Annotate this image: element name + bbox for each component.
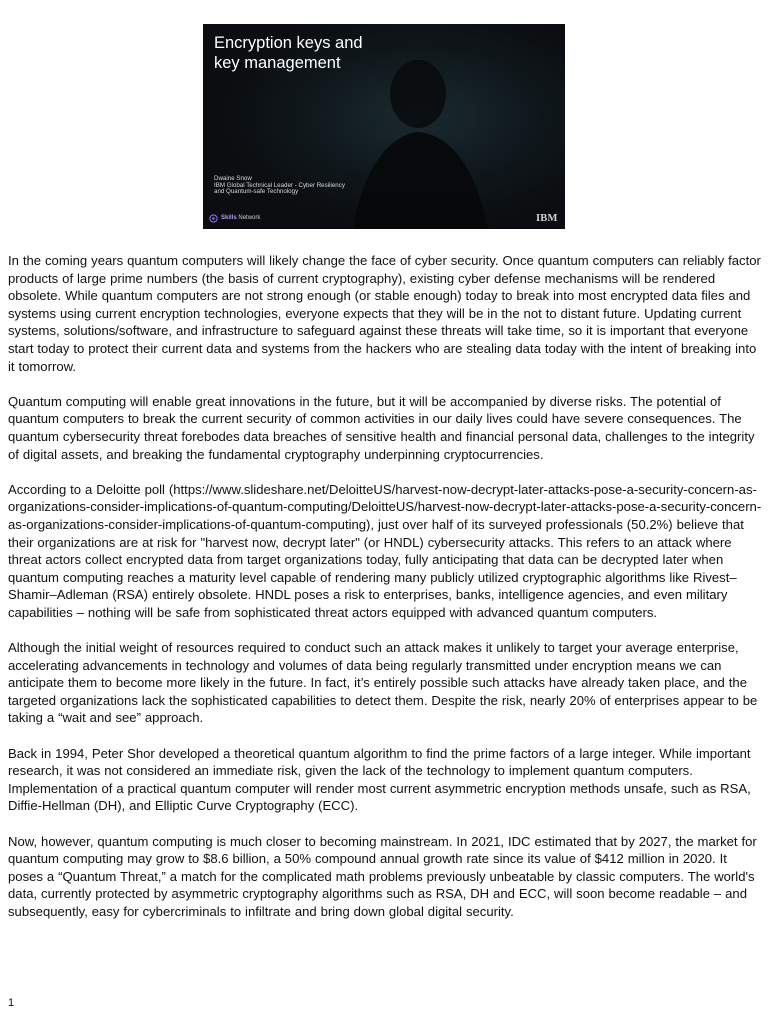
ibm-logo-icon xyxy=(536,211,558,223)
slide-title: Encryption keys and key management xyxy=(214,34,363,72)
skills-network-brand xyxy=(209,213,260,223)
skills-word: Skills xyxy=(221,215,237,221)
page-number: 1 xyxy=(8,997,15,1009)
slide-author-block xyxy=(214,176,414,196)
paragraph-quantum-intro: In the coming years quantum computers will likely change the face of cyber security. Once quantum computers can reliably factor products of large prime numbers (the basis of current cryptography), existing cyber defense mechanisms will be rendered obsolete. While quantum computers are not strong enough (or stable enough) today to break into most encrypted data files and systems using current encryption technologies, everyone expects that they will be in the not to distant future. Updating current systems, solutions/software, and infrastructure to safeguard against these threats will take time, so it is important that everyone start today to protect their current data and systems from the hackers who are stealing data today with the intent of breaking into it tomorrow. xyxy=(8,253,761,374)
paragraph-innovation-risks: Quantum computing will enable great innovations in the future, but it will be accompanied by diverse risks. The potential of quantum computers to break the current security of common activities in our daily lives could have severe consequences. The quantum cybersecurity threat forebodes data breaches of sensitive health and financial personal data, challenges to the integrity of digital assets, and breaking the fundamental cryptography underpinning cryptocurrencies. xyxy=(8,393,755,462)
paragraph-deloitte-poll: According to a Deloitte poll (https://www.slideshare.net/DeloitteUS/harvest-now-decrypt-later-attacks-pose-a-security-concern-as-organizations-consider-implications-of-quantum-computing/DeloitteUS/harvest-now-decrypt-later-attacks-pose-a-security-concern-as-organizations-consider-implications-of-quantum-computing), just over half of its surveyed professionals (50.2%) believe that their organizations are at risk for "harvest now, decrypt later" (or HNDL) cybersecurity attacks. This refers to an attack where threat actors collect encrypted data from target organizations today, fully anticipating that data can be decrypted later when quantum computing reaches a maturity level capable of rendering many publicly utilized cryptographic algorithms like Rivest–Shamir–Adleman (RSA) entirely obsolete. HNDL poses a risk to enterprises, banks, intelligence agencies, and even military capabilities – nothing will be safe from sophisticated threat actors equipped with advanced quantum computers. xyxy=(8,481,762,620)
paragraph-attack-likelihood: Although the initial weight of resources required to conduct such an attack makes it unlikely to target your average enterprise, accelerating advancements in technology and volumes of data being regularly transmitted under encryption means we can anticipate them to become more likely in the future. In fact, it’s entirely possible such attacks have already taken place, and the targeted organizations lack the sophisticated capabilities to detect them. Despite the risk, nearly 20% of enterprises appear to be taking a “wait and see” approach. xyxy=(8,640,758,726)
document-body xyxy=(8,252,764,938)
slide-thumbnail xyxy=(203,24,565,229)
paragraph-shor-algorithm: Back in 1994, Peter Shor developed a theoretical quantum algorithm to find the prime factors of a large integer. While important research, it was not considered an immediate risk, given the lack of the technology to implement quantum computers. Implementation of a practical quantum computer will render most current asymmetric encryption methods unsafe, such as RSA, Diffie-Hellman (DH), and Elliptic Curve Cryptography (ECC). xyxy=(8,745,751,814)
slide-author-role-cont: and Quantum-safe Technology xyxy=(214,188,299,196)
network-word: Network xyxy=(236,215,261,221)
skills-network-label xyxy=(221,215,260,221)
slide-author-role: IBM Global Technical Leader - Cyber Resiliency xyxy=(214,181,345,189)
skills-network-icon xyxy=(209,214,218,223)
paragraph-market-growth: Now, however, quantum computing is much closer to becoming mainstream. In 2021, IDC estimated that by 2027, the market for quantum computing may grow to $8.6 billion, a 50% compound annual growth rate since its value of $412 million in 2020. It poses a “Quantum Threat,” a match for the complicated math problems previously unbeatable by classic computers. The world's data, currently protected by asymmetric cryptography algorithms such as RSA, DH and ECC, will soon become readable – and subsequently, easy for cybercriminals to infiltrate and bring down global digital security. xyxy=(8,833,757,919)
ibm-logo-text: IBM xyxy=(536,213,558,223)
slide-author-name: Dwaine Snow xyxy=(214,175,252,182)
